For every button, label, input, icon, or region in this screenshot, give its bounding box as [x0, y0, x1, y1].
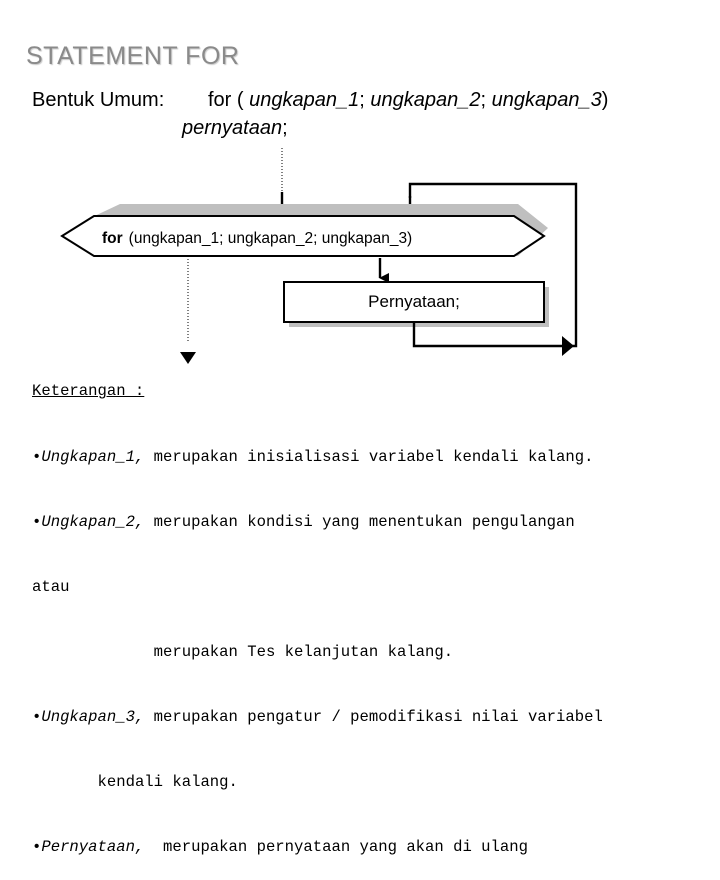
notes-heading: Keterangan :: [32, 382, 145, 401]
note-item-1: •Ungkapan_1, merupakan inisialisasi variabel kendali kalang.: [32, 447, 594, 466]
note-desc-1: merupakan inisialisasi variabel kendali kalang.: [153, 447, 594, 466]
note-desc-3: merupakan pengatur / pemodifikasi nilai variabel: [153, 707, 603, 726]
open-paren: (: [236, 89, 244, 111]
note-desc-2: merupakan kondisi yang menentukan pengulangan: [153, 512, 575, 531]
note-item-3-cont: [32, 772, 603, 794]
hexagon-for-args: (ungkapan_1; ungkapan_2; ungkapan_3): [128, 230, 413, 247]
close-paren: ): [601, 89, 609, 111]
expr1: ungkapan_1: [249, 89, 360, 111]
statement-box-text: Pernyataan;: [368, 292, 460, 311]
hexagon-for-keyword: for: [102, 230, 123, 247]
note-item-3: •Ungkapan_3, merupakan pengatur / pemodifikasi nilai variabel: [32, 707, 603, 726]
general-form-statement: pernyataan;: [182, 117, 288, 139]
notes-heading-line: [32, 381, 603, 403]
note-desc-3b: kendali kalang.: [97, 772, 238, 791]
expr3: ungkapan_3: [491, 89, 602, 111]
note-item-2-or: atau: [32, 577, 70, 596]
note-term-3: Ungkapan_3,: [41, 707, 145, 726]
note-desc-2b: merupakan Tes kelanjutan kalang.: [153, 642, 454, 661]
note-desc-4: merupakan pernyataan yang akan di ulang: [163, 838, 528, 857]
note-item-4: •Pernyataan, merupakan pernyataan yang akan di ulang: [32, 838, 528, 857]
note-term-1: Ungkapan_1,: [41, 447, 145, 466]
note-item-2-cont: [32, 642, 603, 664]
for-keyword: for: [208, 89, 232, 111]
notes: [32, 338, 603, 880]
note-term-2: Ungkapan_2,: [41, 512, 145, 531]
expr2: ungkapan_2: [370, 89, 481, 111]
slide-title: STATEMENT FOR: [26, 42, 240, 70]
note-item-2: •Ungkapan_2, merupakan kondisi yang menentukan pengulangan: [32, 512, 575, 531]
note-term-4: Pernyataan,: [41, 838, 145, 857]
general-form-label: Bentuk Umum:: [32, 89, 165, 111]
for-hexagon-text: [102, 230, 412, 247]
general-form-syntax: for ( ungkapan_1; ungkapan_2; ungkapan_3): [208, 89, 609, 111]
